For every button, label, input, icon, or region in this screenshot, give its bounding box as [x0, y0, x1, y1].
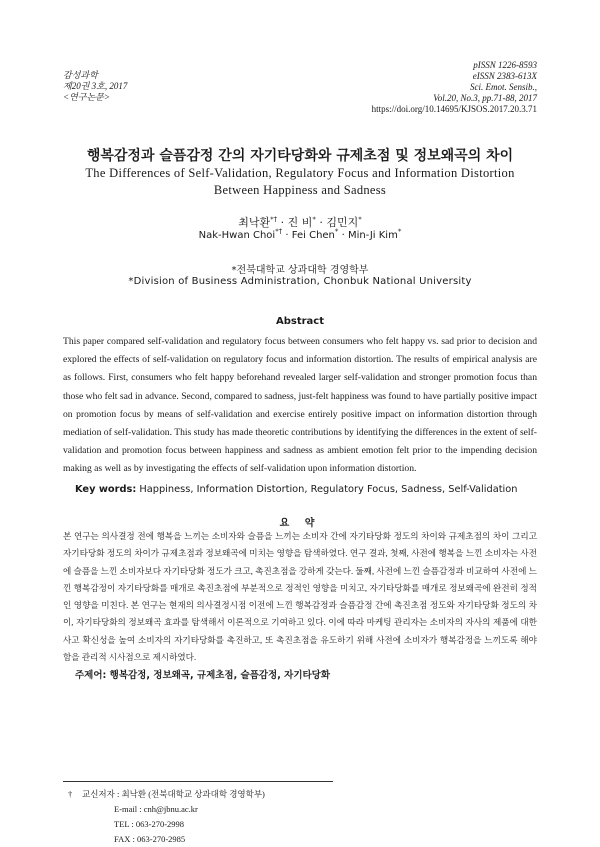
author-mark: * — [334, 227, 339, 236]
footnote-tel: TEL : 063-270-2998 — [114, 819, 185, 829]
keywords — [75, 484, 545, 495]
abstract-body: This paper compared self-validation and regulatory focus between consumers who felt happy vs. sad prior to decision and explored the effects of self-validation on regulatory focus and information distortion. The results of empirical analysis are as follows. First, consumers who felt happy beforehand revealed larger self-validation and stronger promotion focus than those who felt sad in advance. Second, compared to sadness, just-felt happiness was found to have partially positive impact on promotion focus by means of self-validation and exercise entirely positive impact on information distortion through mediation of self-validation. This study has made theoretic contributions by identifying the differences in the extent of self-validation and promotion focus between happiness and sadness as ambient emotion felt prior to the impending decision making as well as by investigating the effects of self-validation upon information distortion. — [63, 336, 537, 475]
author-mark: * — [358, 215, 362, 224]
keywords-korean-text: 행복감정, 정보왜곡, 규제초점, 슬픔감정, 자기타당화 — [106, 670, 331, 681]
author-mark: * — [397, 227, 402, 236]
author-separator: · — [315, 216, 327, 229]
journal-header-right — [277, 60, 537, 115]
dagger-mark: † — [68, 789, 73, 799]
doi-link[interactable]: https://doi.org/10.14695/KJSOS.2017.20.3.71 — [371, 104, 537, 114]
footnote-author: 교신저자 : 최낙환 (전북대학교 상과대학 경영학부) — [82, 789, 265, 799]
volume-pages: Vol.20, No.3, pp.71-88, 2017 — [433, 93, 537, 103]
author-separator: · — [277, 216, 288, 229]
title-english-line2: Between Happiness and Sadness — [213, 183, 387, 197]
author-name: 김민지 — [326, 216, 359, 229]
author-mark: * — [312, 215, 316, 224]
affiliation-korean: *전북대학교 상과대학 경영학부 — [231, 265, 369, 276]
author-name: Min-Ji Kim — [347, 230, 398, 241]
title-korean: 행복감정과 슬픔감정 간의 자기타당화와 규제초점 및 정보왜곡의 차이 — [86, 148, 514, 164]
journal-volume: 제20권 3호, 2017 — [63, 81, 128, 91]
author-separator: · — [282, 230, 292, 241]
keywords-korean-label: 주제어: — [75, 670, 107, 681]
title-english-line1: The Differences of Self-Validation, Regulatory Focus and Information Distortion — [85, 166, 515, 180]
footnote-rule — [63, 781, 333, 782]
keywords-text: Happiness, Information Distortion, Regulatory Focus, Sadness, Self-Validation — [136, 484, 518, 495]
footnote-line — [68, 787, 368, 802]
keywords-korean — [75, 667, 545, 681]
author-mark: *† — [270, 215, 278, 224]
article-type: <연구논문> — [63, 92, 110, 102]
footnote-email[interactable]: E-mail : cnh@jbnu.ac.kr — [114, 804, 198, 814]
authors-english — [60, 227, 540, 241]
corresponding-author-footnote — [68, 787, 368, 847]
keywords-label: Key words: — [75, 484, 137, 495]
footnote-fax: FAX : 063-270-2985 — [114, 834, 186, 844]
title-english — [60, 165, 540, 199]
korean-summary-body: 본 연구는 의사결정 전에 행복을 느끼는 소비자와 슬픔을 느끼는 소비자 간에 자기타당화 정도의 차이와 규제초점의 차이 그리고 자기타당화 정도의 차이가 규제초점과 정보왜곡에 미치는 영향을 탐색하였다. 연구 결과, 첫째, 사전에 행복을 느낀 소비자는 사전에 슬픔을 느낀 소비자보다 자기타당화 정도가 크고, 촉진초점을 강하게 갖는다. 둘째, 사전에 느낀 슬픔감정과 비교하여 사전에 느낀 행복감정이 자기타당화를 매개로 촉진초점에 부분적으로 정적인 영향을 미치고, 자기타당화를 매개로 정보왜곡에 완전히 정적인 영향을 미친다. 본 연구는 현재의 의사결정시점 이전에 느낀 행복감정과 슬픔감정 간에 촉진초점 정도와 자기타당화 정도의 차이, 자기타당화의 정보왜곡 효과를 탐색해서 이론적으로 기여하고 있다. 이에 따라 마케팅 관리자는 소비자의 자사의 제품에 대한 사고 확신성을 높여 소비자의 자기타당화를 촉진하고, 또 촉진초점을 유도하기 위해 사전에 소비자가 행복감정을 느끼도록 해야 함을 관리적 시사점으로 제시하였다. — [63, 531, 537, 663]
eissn: eISSN 2383-613X — [472, 71, 537, 81]
author-name: 진 비 — [287, 216, 313, 229]
journal-name: 감성과학 — [63, 70, 98, 80]
korean-summary-heading: 요 약 — [279, 518, 321, 529]
journal-abbrev: Sci. Emot. Sensib., — [470, 82, 537, 92]
author-name: Fei Chen — [291, 230, 335, 241]
journal-header-left — [63, 70, 263, 103]
author-name: 최낙환 — [238, 216, 271, 229]
authors-korean — [60, 214, 540, 230]
author-separator: · — [338, 230, 348, 241]
author-name: Nak-Hwan Choi — [198, 230, 276, 241]
pissn: pISSN 1226-8593 — [473, 60, 537, 70]
author-mark: *† — [275, 227, 283, 236]
affiliation-english: *Division of Business Administration, Chonbuk National University — [128, 276, 472, 287]
abstract-heading: Abstract — [275, 316, 325, 327]
